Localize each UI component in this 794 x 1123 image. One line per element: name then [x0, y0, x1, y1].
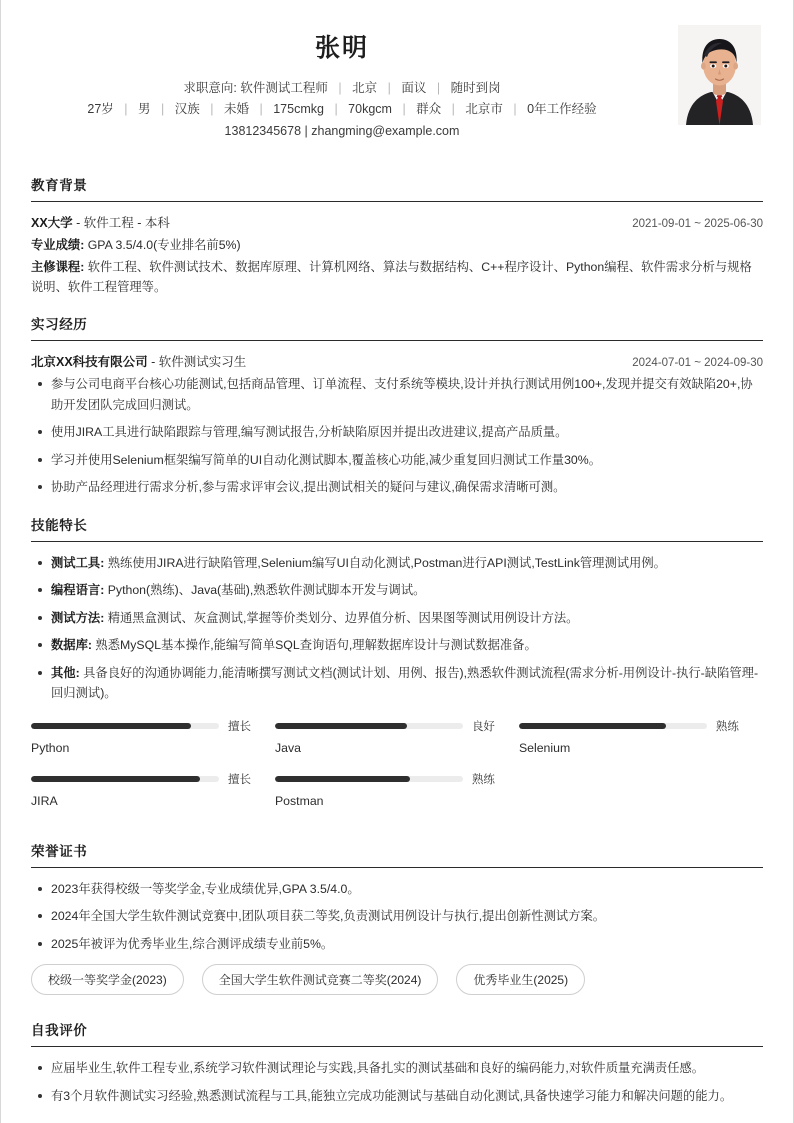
skill-bar-fill: [275, 776, 410, 782]
skill-bar-track: [31, 723, 219, 729]
list-item: 使用JIRA工具进行缺陷跟踪与管理,编写测试报告,分析缺陷原因并提出改进建议,提高产品质量。: [31, 422, 763, 443]
list-item: 应届毕业生,软件工程专业,系统学习软件测试理论与实践,具备扎实的测试基础和良好的编码能力,对软件质量充满责任感。: [31, 1058, 763, 1079]
skill-bar-fill: [275, 723, 407, 729]
separator-icon: |: [124, 102, 128, 116]
personal-political-status: 群众: [416, 102, 442, 116]
email-address[interactable]: zhangming@example.com: [311, 124, 460, 138]
personal-weight: 70kgcm: [348, 102, 392, 116]
skill-bar-level: 擅长: [227, 773, 251, 786]
list-item: 协助产品经理进行需求分析,参与需求评审会议,提出测试相关的疑问与建议,确保需求清晰可测。: [31, 477, 763, 498]
skill-category-label: 测试工具:: [51, 555, 105, 570]
section-honors: [1, 840, 793, 1004]
separator-icon: |: [161, 102, 165, 116]
skill-category-text: Python(熟练)、Java(基础),熟悉软件测试脚本开发与调试。: [104, 583, 426, 597]
skill-bar-item: [31, 771, 275, 808]
portrait-photo-icon: [678, 25, 761, 125]
skill-bar-row: [31, 718, 251, 734]
list-item: [31, 635, 763, 656]
skill-category-label: 数据库:: [51, 638, 92, 652]
honor-tag[interactable]: 全国大学生软件测试竞赛二等奖(2024): [202, 964, 439, 995]
education-entry-header: [31, 213, 763, 231]
section-education: [1, 174, 793, 297]
section-divider: [31, 541, 763, 542]
skill-bar-fill: [31, 723, 191, 729]
internship-role: - 软件测试实习生: [147, 355, 247, 369]
skill-bar-level: 熟练: [471, 773, 495, 786]
section-skills: [1, 514, 793, 824]
section-divider: [31, 340, 763, 341]
job-objective-position: 软件测试工程师: [240, 81, 328, 95]
personal-gender: 男: [138, 102, 151, 116]
education-major-degree: - 软件工程 - 本科: [72, 216, 170, 230]
skill-bar-name: Postman: [274, 793, 324, 808]
skill-bar-item: [275, 718, 519, 755]
section-internship: [1, 313, 793, 498]
job-objective-salary: 面议: [401, 81, 427, 95]
internship-entry-title: [31, 352, 246, 370]
honors-bullet-list: [31, 879, 763, 955]
list-item: [31, 663, 763, 704]
section-divider: [31, 867, 763, 868]
separator-icon: |: [338, 81, 342, 95]
skill-bar-name: Python: [31, 740, 70, 755]
separator-icon: |: [334, 102, 338, 116]
skill-bar-track: [519, 723, 707, 729]
skill-bar-track: [275, 776, 463, 782]
section-divider: [31, 201, 763, 202]
contact-line: [31, 121, 763, 142]
skill-category-text: 熟练使用JIRA进行缺陷管理,Selenium编写UI自动化测试,Postman进行API测试,TestLink管理测试用例。: [104, 555, 666, 570]
education-gpa-value: GPA 3.5/4.0(专业排名前5%): [84, 238, 241, 252]
internship-bullet-list: [31, 374, 763, 498]
personal-ethnicity: 汉族: [174, 102, 200, 116]
list-item: 2023年获得校级一等奖学金,专业成绩优异,GPA 3.5/4.0。: [31, 879, 763, 900]
skill-bar-item: [31, 718, 275, 755]
skill-bar-level: 熟练: [715, 720, 739, 733]
separator-icon: |: [304, 124, 308, 138]
education-school: XX大学: [31, 216, 73, 230]
internship-company: 北京XX科技有限公司: [31, 355, 148, 369]
skill-category-label: 其他:: [51, 665, 80, 680]
list-item: [31, 553, 763, 574]
education-gpa-label: 专业成绩:: [31, 238, 85, 252]
skill-bar-placeholder: [519, 771, 763, 808]
education-gpa-line: [31, 235, 763, 255]
job-objective-label: 求职意向:: [183, 81, 237, 95]
skill-bar-item: [275, 771, 519, 808]
separator-icon: |: [436, 81, 441, 95]
separator-icon: |: [259, 102, 263, 116]
job-objective-city: 北京: [352, 81, 378, 95]
skill-bar-fill: [519, 723, 666, 729]
skill-bar-track: [275, 723, 463, 729]
section-title-honors: 荣誉证书: [31, 843, 88, 859]
education-entry-title: [31, 213, 170, 231]
honor-tag[interactable]: 优秀毕业生(2025): [456, 964, 585, 995]
separator-icon: |: [513, 102, 517, 116]
skill-bar-name: Selenium: [518, 740, 571, 755]
skills-bullet-list: [31, 553, 763, 704]
personal-age: 27岁: [87, 102, 114, 116]
separator-icon: |: [210, 102, 214, 116]
internship-date-range: 2024-07-01 ~ 2024-09-30: [632, 357, 763, 369]
skill-category-label: 编程语言:: [51, 583, 105, 597]
internship-entry-header: [31, 352, 763, 370]
section-title-skills: 技能特长: [31, 517, 88, 533]
section-divider: [31, 1046, 763, 1047]
skill-bar-grid: [31, 718, 763, 824]
list-item: [31, 608, 763, 629]
skill-bar-fill: [31, 776, 200, 782]
personal-residence: 北京市: [465, 102, 503, 116]
list-item: 学习并使用Selenium框架编写简单的UI自动化测试脚本,覆盖核心功能,减少重复回归测试工作量30%。: [31, 450, 763, 471]
separator-icon: |: [402, 102, 406, 116]
education-date-range: 2021-09-01 ~ 2025-06-30: [632, 218, 763, 230]
section-title-internship: 实习经历: [31, 317, 88, 332]
skill-category-text: 具备良好的沟通协调能力,能清晰撰写测试文档(测试计划、用例、报告),熟悉软件测试流程(需求分析-用例设计-执行-缺陷管理-回归测试)。: [51, 665, 759, 700]
section-self-evaluation: [1, 1019, 793, 1106]
personal-height: 175cmkg: [273, 102, 324, 116]
personal-info-line: [31, 99, 763, 120]
resume-header: [1, 0, 793, 158]
list-item: 参与公司电商平台核心功能测试,包括商品管理、订单流程、支付系统等模块,设计并执行测试用例100+,发现并提交有效缺陷20+,协助开发团队完成回归测试。: [31, 374, 763, 415]
section-title-self-evaluation: 自我评价: [31, 1023, 88, 1038]
list-item: 2024年全国大学生软件测试竞赛中,团队项目获二等奖,负责测试用例设计与执行,提出创新性测试方案。: [31, 906, 763, 927]
skill-bar-item: [519, 718, 763, 755]
education-courses-line: [31, 257, 763, 297]
skill-bar-name: JIRA: [31, 793, 58, 808]
skill-bar-row: [31, 771, 251, 787]
education-courses-label: 主修课程:: [31, 260, 85, 274]
skill-bar-row: [275, 718, 495, 734]
honor-tag[interactable]: 校级一等奖学金(2023): [31, 964, 184, 995]
skill-bar-row: [519, 718, 739, 734]
skill-category-label: 测试方法:: [51, 610, 105, 625]
job-objective-line: [31, 78, 763, 99]
skill-bar-row: [275, 771, 495, 787]
self-evaluation-bullet-list: [31, 1058, 763, 1106]
job-objective-availability: 随时到岗: [450, 81, 501, 95]
personal-marital-status: 未婚: [223, 102, 249, 116]
honor-tag-list: [31, 964, 763, 1003]
list-item: 2025年被评为优秀毕业生,综合测评成绩专业前5%。: [31, 934, 763, 955]
skill-bar-track: [31, 776, 219, 782]
skill-category-text: 熟悉MySQL基本操作,能编写简单SQL查询语句,理解数据库设计与测试数据准备。: [92, 638, 537, 652]
education-courses-value: 软件工程、软件测试技术、数据库原理、计算机网络、算法与数据结构、C++程序设计、Python编程、软件需求分析与规格说明、软件工程管理等。: [31, 260, 752, 294]
separator-icon: |: [451, 102, 455, 116]
avatar: [678, 25, 761, 125]
separator-icon: |: [387, 81, 391, 95]
list-item: 有3个月软件测试实习经验,熟悉测试流程与工具,能独立完成功能测试与基础自动化测试,具备快速学习能力和解决问题的能力。: [31, 1086, 763, 1107]
skill-category-text: 精通黑盒测试、灰盒测试,掌握等价类划分、边界值分析、因果图等测试用例设计方法。: [104, 610, 579, 625]
personal-work-experience: 0年工作经验: [527, 102, 597, 116]
skill-bar-level: 擅长: [227, 720, 251, 733]
section-title-education: 教育背景: [31, 178, 88, 193]
skill-bar-level: 良好: [471, 720, 495, 733]
page-title: 张明: [314, 34, 369, 62]
phone-number[interactable]: 13812345678: [224, 124, 302, 138]
list-item: [31, 580, 763, 601]
skill-bar-name: Java: [274, 740, 301, 755]
